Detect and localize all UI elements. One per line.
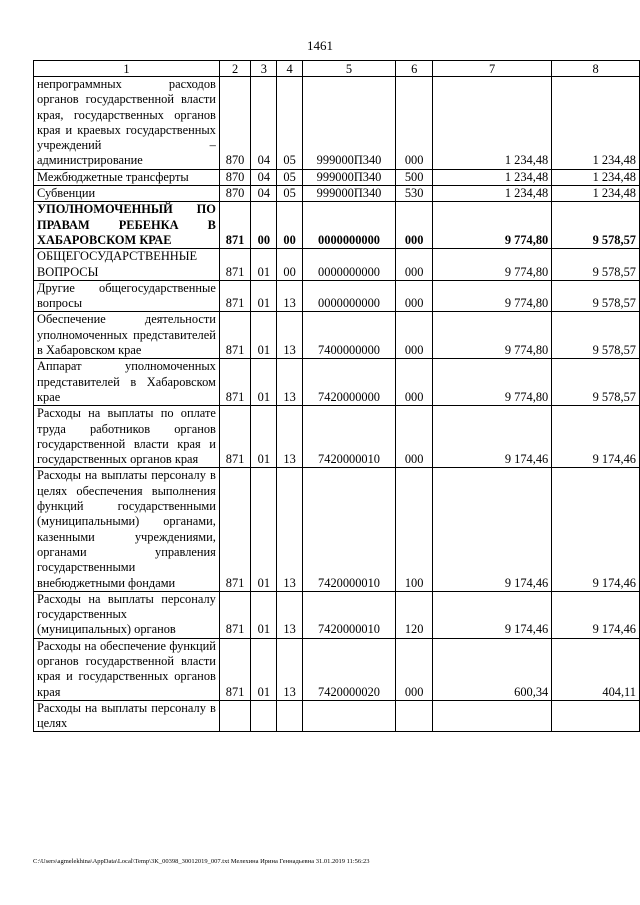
row-value-cell: 7400000000	[302, 312, 396, 359]
row-value-cell: 9 578,57	[552, 359, 640, 406]
row-value-cell: 870	[219, 77, 250, 170]
row-value-cell: 00	[277, 202, 302, 249]
table-row	[34, 186, 640, 202]
row-value-cell: 871	[219, 202, 250, 249]
budget-table	[33, 60, 640, 732]
row-value-cell: 7420000020	[302, 638, 396, 700]
row-value-cell: 871	[219, 312, 250, 359]
table-row	[34, 591, 640, 638]
row-name-cell: Расходы на обеспечение функций органов государственной власти края и государственных органов края	[34, 638, 220, 700]
row-value-cell: 13	[277, 638, 302, 700]
row-value-cell: 13	[277, 591, 302, 638]
row-value-cell: 01	[251, 249, 277, 281]
row-value-cell: 04	[251, 77, 277, 170]
row-value-cell: 9 174,46	[433, 591, 552, 638]
row-value-cell: 13	[277, 312, 302, 359]
col-header: 1	[34, 61, 220, 77]
row-value-cell: 01	[251, 591, 277, 638]
row-value-cell: 9 578,57	[552, 202, 640, 249]
row-value-cell: 01	[251, 638, 277, 700]
row-value-cell: 9 578,57	[552, 249, 640, 281]
row-value-cell	[396, 700, 433, 732]
row-value-cell: 9 578,57	[552, 312, 640, 359]
row-value-cell: 000	[396, 638, 433, 700]
row-value-cell: 9 174,46	[552, 591, 640, 638]
row-value-cell: 1 234,48	[433, 169, 552, 185]
row-value-cell: 1 234,48	[433, 186, 552, 202]
row-value-cell: 1 234,48	[552, 77, 640, 170]
row-value-cell: 05	[277, 77, 302, 170]
col-header: 5	[302, 61, 396, 77]
row-value-cell: 9 174,46	[433, 468, 552, 591]
row-value-cell: 01	[251, 312, 277, 359]
row-value-cell: 871	[219, 638, 250, 700]
row-value-cell: 01	[251, 280, 277, 312]
row-value-cell: 404,11	[552, 638, 640, 700]
row-value-cell: 9 774,80	[433, 280, 552, 312]
row-value-cell: 999000П340	[302, 186, 396, 202]
row-value-cell: 04	[251, 169, 277, 185]
col-header: 8	[552, 61, 640, 77]
page-number: 1461	[307, 38, 333, 53]
row-name-cell: Субвенции	[34, 186, 220, 202]
table-row	[34, 280, 640, 312]
row-value-cell: 7420000010	[302, 406, 396, 468]
row-value-cell: 9 174,46	[433, 406, 552, 468]
row-value-cell: 871	[219, 280, 250, 312]
row-value-cell: 9 774,80	[433, 249, 552, 281]
row-value-cell: 0000000000	[302, 202, 396, 249]
row-value-cell: 871	[219, 249, 250, 281]
row-value-cell: 13	[277, 468, 302, 591]
row-value-cell: 13	[277, 406, 302, 468]
row-value-cell: 000	[396, 280, 433, 312]
table-row	[34, 249, 640, 281]
col-header: 4	[277, 61, 302, 77]
row-value-cell: 500	[396, 169, 433, 185]
col-header: 2	[219, 61, 250, 77]
header-row	[34, 61, 640, 77]
row-value-cell	[302, 700, 396, 732]
row-name-cell: Межбюджетные трансферты	[34, 169, 220, 185]
row-value-cell: 871	[219, 468, 250, 591]
col-header: 7	[433, 61, 552, 77]
row-value-cell	[552, 700, 640, 732]
row-value-cell: 01	[251, 406, 277, 468]
table-row	[34, 406, 640, 468]
row-value-cell: 9 774,80	[433, 312, 552, 359]
row-value-cell: 000	[396, 312, 433, 359]
row-name-cell: Расходы на выплаты по оплате труда работников органов государственной власти края и государственных органов края	[34, 406, 220, 468]
row-value-cell: 1 234,48	[433, 77, 552, 170]
row-value-cell: 04	[251, 186, 277, 202]
row-value-cell: 600,34	[433, 638, 552, 700]
row-value-cell: 01	[251, 468, 277, 591]
row-value-cell: 999000П340	[302, 169, 396, 185]
row-value-cell: 870	[219, 169, 250, 185]
row-value-cell: 120	[396, 591, 433, 638]
row-value-cell	[277, 700, 302, 732]
row-name-cell: непрограммных расходов органов государственной власти края, государственных органов края и краевых государственных учреждений – администрирование	[34, 77, 220, 170]
row-value-cell: 871	[219, 591, 250, 638]
row-value-cell: 00	[251, 202, 277, 249]
row-name-cell: Расходы на выплаты персоналу в целях обеспечения выполнения функций государственными (муниципальными) органами, казенными учреждениями, органами управления государственными внебюджетными фондами	[34, 468, 220, 591]
row-value-cell: 999000П340	[302, 77, 396, 170]
row-name-cell: Другие общегосударственные вопросы	[34, 280, 220, 312]
row-value-cell: 1 234,48	[552, 186, 640, 202]
row-value-cell: 100	[396, 468, 433, 591]
row-name-cell: Аппарат уполномоченных представителей в Хабаровском крае	[34, 359, 220, 406]
table-row	[34, 77, 640, 170]
row-value-cell: 9 774,80	[433, 202, 552, 249]
row-value-cell: 000	[396, 202, 433, 249]
row-name-cell: ОБЩЕГОСУДАРСТВЕННЫЕ ВОПРОСЫ	[34, 249, 220, 281]
row-value-cell: 9 774,80	[433, 359, 552, 406]
table-row	[34, 202, 640, 249]
table-row	[34, 468, 640, 591]
row-name-cell: Расходы на выплаты персоналу в целях	[34, 700, 220, 732]
row-value-cell	[433, 700, 552, 732]
row-value-cell: 00	[277, 249, 302, 281]
row-value-cell: 05	[277, 169, 302, 185]
table-row	[34, 359, 640, 406]
row-value-cell: 000	[396, 249, 433, 281]
row-value-cell: 01	[251, 359, 277, 406]
row-value-cell: 0000000000	[302, 249, 396, 281]
row-name-cell: УПОЛНОМОЧЕННЫЙ ПО ПРАВАМ РЕБЕНКА В ХАБАРОВСКОМ КРАЕ	[34, 202, 220, 249]
row-value-cell	[219, 700, 250, 732]
row-value-cell: 000	[396, 77, 433, 170]
row-value-cell: 7420000000	[302, 359, 396, 406]
row-value-cell: 871	[219, 406, 250, 468]
row-value-cell: 871	[219, 359, 250, 406]
row-value-cell: 0000000000	[302, 280, 396, 312]
file-path-footer: C:\Users\agmelekhina\AppData\Local\Temp\3K_00398_30012019_007.txt Мелехина Ирина Геннадьевна 31.01.2019 11:56:23	[33, 858, 370, 865]
row-value-cell: 530	[396, 186, 433, 202]
table-row	[34, 638, 640, 700]
row-name-cell: Обеспечение деятельности уполномоченных представителей в Хабаровском крае	[34, 312, 220, 359]
row-value-cell: 1 234,48	[552, 169, 640, 185]
row-name-cell: Расходы на выплаты персоналу государственных (муниципальных) органов	[34, 591, 220, 638]
row-value-cell: 000	[396, 359, 433, 406]
row-value-cell: 870	[219, 186, 250, 202]
row-value-cell	[251, 700, 277, 732]
row-value-cell: 9 174,46	[552, 468, 640, 591]
row-value-cell: 9 174,46	[552, 406, 640, 468]
row-value-cell: 13	[277, 359, 302, 406]
row-value-cell: 13	[277, 280, 302, 312]
row-value-cell: 05	[277, 186, 302, 202]
col-header: 6	[396, 61, 433, 77]
table-row	[34, 169, 640, 185]
table-row	[34, 312, 640, 359]
col-header: 3	[251, 61, 277, 77]
row-value-cell: 9 578,57	[552, 280, 640, 312]
row-value-cell: 7420000010	[302, 591, 396, 638]
row-value-cell: 7420000010	[302, 468, 396, 591]
row-value-cell: 000	[396, 406, 433, 468]
table-row	[34, 700, 640, 732]
